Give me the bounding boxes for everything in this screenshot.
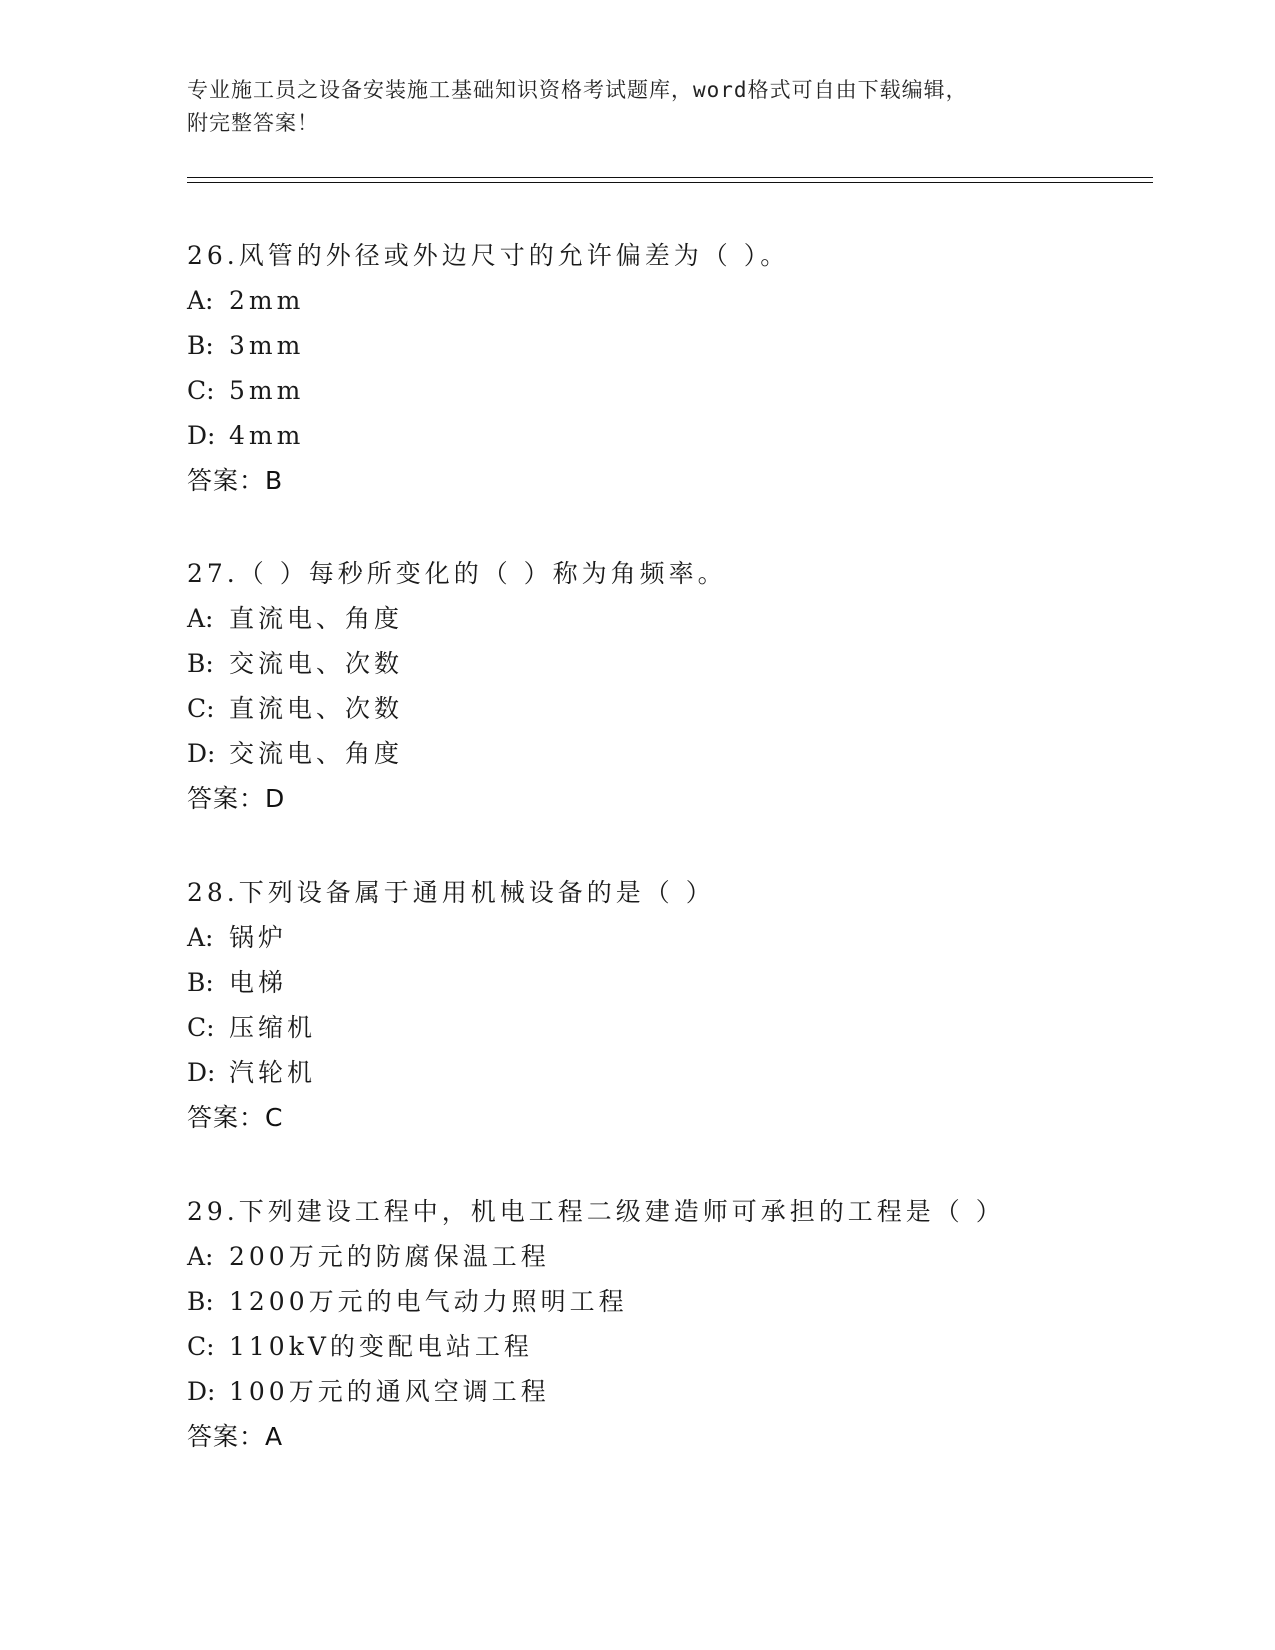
question-26 [187, 233, 1147, 503]
option-letter: B: [187, 1287, 214, 1316]
document-header [187, 74, 1087, 140]
option-b [187, 1279, 1147, 1324]
option-a [187, 596, 1147, 641]
option-b [187, 641, 1147, 686]
option-letter: D: [187, 421, 216, 450]
header-line-2: 附完整答案！ [187, 111, 319, 135]
option-text: 3mm [229, 331, 305, 360]
option-text: 110kV的变配电站工程 [229, 1332, 533, 1361]
option-letter: A: [187, 1242, 214, 1271]
option-letter: C: [187, 1332, 215, 1361]
header-divider-top [187, 177, 1153, 178]
option-letter: B: [187, 331, 214, 360]
option-letter: D: [187, 1058, 216, 1087]
option-a [187, 1234, 1147, 1279]
option-letter: B: [187, 968, 214, 997]
option-letter: A: [187, 286, 214, 315]
option-text: 锅炉 [229, 923, 288, 952]
question-title: 29.下列建设工程中，机电工程二级建造师可承担的工程是（ ） [187, 1197, 1005, 1226]
option-letter: A: [187, 923, 214, 952]
option-letter: D: [187, 739, 216, 768]
answer-text: 答案：D [187, 784, 286, 813]
option-text: 交流电、角度 [229, 739, 404, 768]
answer-text: 答案：B [187, 466, 284, 495]
option-letter: B: [187, 649, 214, 678]
option-letter: C: [187, 694, 215, 723]
option-d [187, 1050, 1147, 1095]
question-29 [187, 1189, 1147, 1459]
option-text: 2mm [229, 286, 305, 315]
option-a [187, 278, 1147, 323]
option-text: 电梯 [229, 968, 288, 997]
option-letter: A: [187, 604, 214, 633]
option-c [187, 368, 1147, 413]
option-text: 直流电、次数 [229, 694, 404, 723]
option-text: 汽轮机 [229, 1058, 317, 1087]
option-text: 5mm [229, 376, 305, 405]
option-text: 200万元的防腐保温工程 [229, 1242, 550, 1271]
question-title: 26.风管的外径或外边尺寸的允许偏差为（ ）。 [187, 241, 790, 270]
option-letter: D: [187, 1377, 216, 1406]
question-28 [187, 870, 1147, 1140]
header-line-1: 专业施工员之设备安装施工基础知识资格考试题库，word格式可自由下载编辑， [187, 78, 968, 102]
question-title: 27.（ ）每秒所变化的（ ）称为角频率。 [187, 559, 727, 588]
option-letter: C: [187, 376, 215, 405]
option-letter: C: [187, 1013, 215, 1042]
option-d [187, 1369, 1147, 1414]
answer-text: 答案：C [187, 1103, 284, 1132]
option-text: 100万元的通风空调工程 [229, 1377, 550, 1406]
option-b [187, 323, 1147, 368]
header-divider-bottom [187, 182, 1153, 183]
option-b [187, 960, 1147, 1005]
option-c [187, 1005, 1147, 1050]
option-d [187, 413, 1147, 458]
option-text: 交流电、次数 [229, 649, 404, 678]
question-title: 28.下列设备属于通用机械设备的是（ ） [187, 878, 715, 907]
option-text: 4mm [229, 421, 305, 450]
option-d [187, 731, 1147, 776]
question-27 [187, 551, 1147, 821]
answer-text: 答案：A [187, 1422, 284, 1451]
option-a [187, 915, 1147, 960]
option-c [187, 1324, 1147, 1369]
option-text: 压缩机 [229, 1013, 317, 1042]
option-c [187, 686, 1147, 731]
option-text: 直流电、角度 [229, 604, 404, 633]
option-text: 1200万元的电气动力照明工程 [229, 1287, 628, 1316]
